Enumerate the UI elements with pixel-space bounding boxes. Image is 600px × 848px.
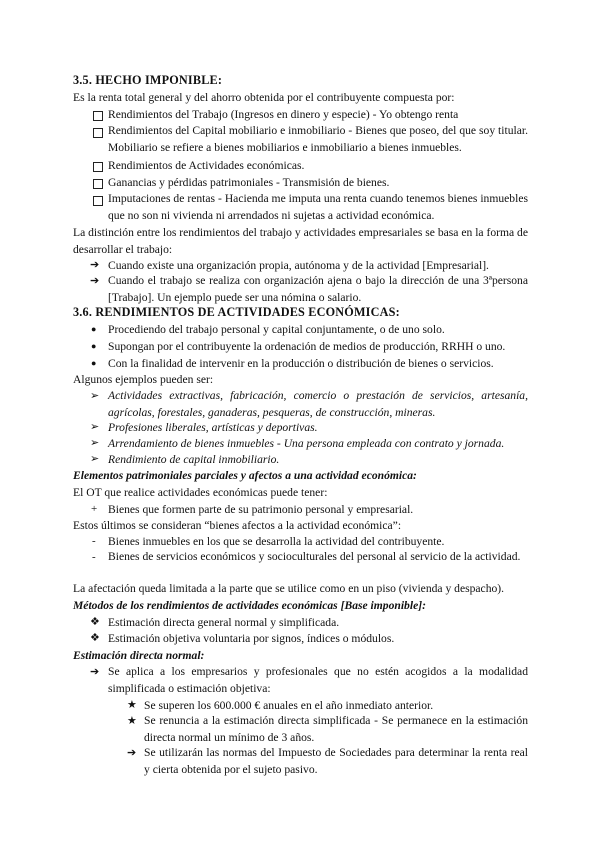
list-item: Supongan por el contribuyente la ordenación de medios de producción, RRHH o uno. — [108, 340, 506, 353]
bullet-icon: ● — [91, 324, 97, 334]
list-item: Actividades extractivas, fabricación, comercio o prestación de servicios, artesanía, agrícolas, forestales, ganaderas, pesqueras, de construcción, mineras. — [108, 389, 528, 419]
section-heading-metodos: Métodos de los rendimientos de actividades económicas [Base imponible]: — [73, 599, 426, 612]
list-item: Rendimientos de Actividades económicas. — [108, 159, 305, 172]
sub-list-item: Se superen los 600.000 € anuales en el año inmediato anterior. — [144, 699, 434, 712]
checkbox-icon — [93, 111, 103, 121]
star-icon: ★ — [127, 699, 137, 711]
list-item: Cuando existe una organización propia, autónoma y de la actividad [Empresarial]. — [108, 259, 489, 272]
list-item: Bienes de servicios económicos y socioculturales del personal al servicio de la actividad. — [108, 550, 521, 563]
list-item: Rendimiento de capital inmobiliario. — [108, 453, 280, 466]
checkbox-icon — [93, 196, 103, 206]
list-item: Rendimientos del Capital mobiliario e inmobiliario - Bienes que poseo, del que soy titular. Mobiliario se refiere a bienes mobiliarios e inmobiliario a bienes inmuebles. — [108, 124, 528, 154]
checkbox-icon — [93, 179, 103, 189]
arrow-icon: ➔ — [127, 747, 137, 759]
paragraph-intro: El OT que realice actividades económicas puede tener: — [73, 486, 328, 499]
list-item: Ganancias y pérdidas patrimoniales - Transmisión de bienes. — [108, 176, 390, 189]
dash-icon: - — [92, 535, 96, 547]
list-item: Estimación directa general normal y simplificada. — [108, 616, 340, 629]
section-heading-elementos: Elementos patrimoniales parciales y afectos a una actividad económica: — [73, 469, 417, 482]
chevron-icon: ➢ — [90, 421, 100, 433]
paragraph-intro: Es la renta total general y del ahorro obtenida por el contribuyente compuesta por: — [73, 91, 455, 104]
chevron-icon: ➢ — [90, 453, 100, 465]
section-heading-rendimientos: 3.6. RENDIMIENTOS DE ACTIVIDADES ECONÓMICAS: — [73, 305, 400, 319]
arrow-icon: ➔ — [90, 666, 100, 678]
list-item: Cuando el trabajo se realiza con organización ajena o bajo la dirección de una 3ªpersona [Trabajo]. Un ejemplo puede ser una nómina o salario. — [108, 274, 528, 304]
list-item: Rendimientos del Trabajo (Ingresos en dinero y especie) - Yo obtengo renta — [108, 108, 459, 121]
paragraph-examples-intro: Algunos ejemplos pueden ser: — [73, 373, 214, 386]
list-item: Bienes que formen parte de su patrimonio personal y empresarial. — [108, 503, 414, 516]
sub-list-item: Se utilizarán las normas del Impuesto de Sociedades para determinar la renta real y cierta obtenida por el sujeto pasivo. — [144, 746, 528, 776]
checkbox-icon — [93, 162, 103, 172]
list-item: Imputaciones de rentas - Hacienda me imputa una renta cuando tenemos bienes inmuebles que no son ni vivienda ni arrendados ni sujetas a actividad económica. — [108, 192, 528, 222]
chevron-icon: ➢ — [90, 390, 100, 402]
list-item: Se aplica a los empresarios y profesionales que no estén acogidos a la modalidad simplificada o estimación objetiva: — [108, 665, 528, 695]
list-item: Arrendamiento de bienes inmuebles - Una persona empleada con contrato y jornada. — [108, 437, 505, 450]
checkbox-icon — [93, 128, 103, 138]
paragraph-distinction: La distinción entre los rendimientos del trabajo y actividades empresariales se basa en la forma de desarrollar el trabajo: — [73, 226, 528, 256]
list-item: Bienes inmuebles en los que se desarrolla la actividad del contribuyente. — [108, 535, 445, 548]
diamond-icon: ❖ — [90, 616, 100, 628]
sub-list-item: Se renuncia a la estimación directa simplificada - Se permanece en la estimación directa normal un mínimo de 3 años. — [144, 714, 528, 744]
star-icon: ★ — [127, 715, 137, 727]
paragraph-note: Estos últimos se consideran “bienes afectos a la actividad económica”: — [73, 519, 402, 532]
list-item: Profesiones liberales, artísticas y deportivas. — [108, 421, 318, 434]
list-item: Procediendo del trabajo personal y capital conjuntamente, o de uno solo. — [108, 323, 445, 336]
chevron-icon: ➢ — [90, 437, 100, 449]
bullet-icon: ● — [91, 358, 97, 368]
diamond-icon: ❖ — [90, 632, 100, 644]
section-heading-estimacion: Estimación directa normal: — [73, 649, 205, 662]
paragraph-closing: La afectación queda limitada a la parte que se utilice como en un piso (vivienda y despacho). — [73, 582, 505, 595]
arrow-icon: ➔ — [90, 275, 100, 287]
bullet-icon: ● — [91, 341, 97, 351]
plus-icon: + — [91, 503, 98, 515]
dash-icon: - — [92, 551, 96, 563]
arrow-icon: ➔ — [90, 259, 100, 271]
section-heading-hecho-imponible: 3.5. HECHO IMPONIBLE: — [73, 73, 223, 87]
list-item: Estimación objetiva voluntaria por signos, índices o módulos. — [108, 632, 395, 645]
list-item: Con la finalidad de intervenir en la producción o distribución de bienes o servicios. — [108, 357, 494, 370]
